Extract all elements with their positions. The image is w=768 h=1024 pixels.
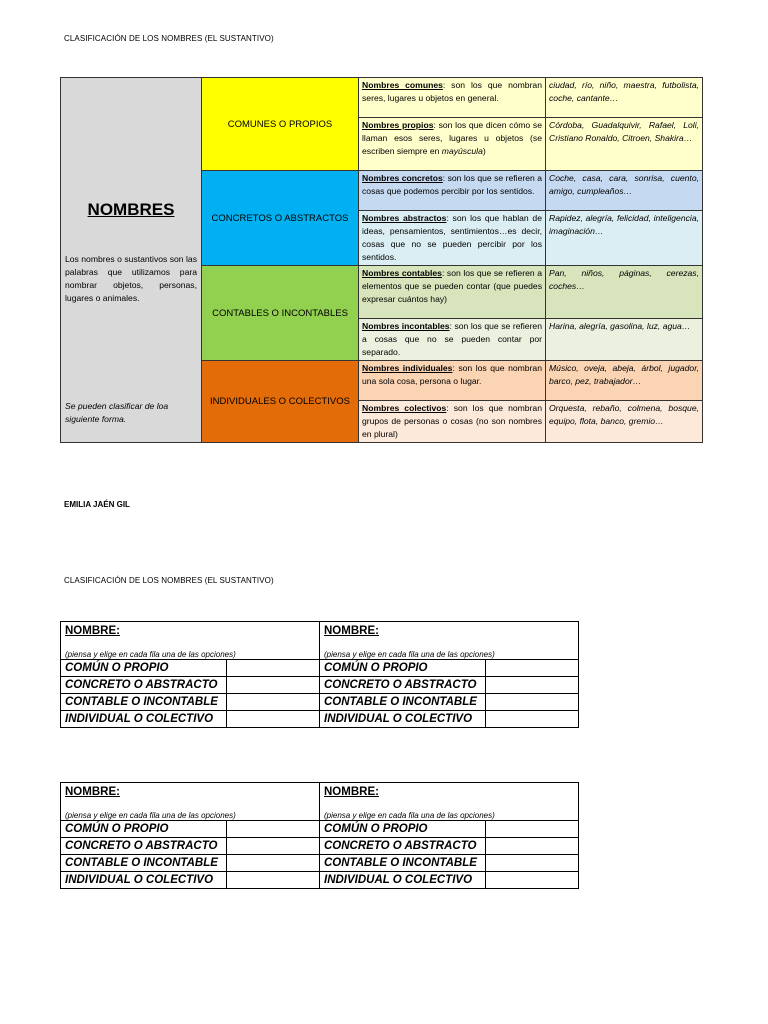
nombre-cell[interactable] — [61, 622, 320, 660]
definition-text: ) — [482, 146, 486, 156]
nombre-cell[interactable] — [61, 783, 320, 821]
term: Nombres colectivos — [362, 403, 447, 413]
option-label: CONCRETO O ABSTRACTO — [320, 677, 486, 694]
nombres-description: Los nombres o sustantivos son las palabras que utilizamos para nombrar objetos, personas, lugares o animales. — [65, 254, 197, 303]
worksheet-table-1 — [60, 621, 579, 728]
definition-text: : son los que nombran grupos de personas o cosas (no son nombres en plural) — [362, 403, 542, 439]
worksheet-table-2 — [60, 782, 579, 889]
document-header-2: CLASIFICACIÓN DE LOS NOMBRES (EL SUSTANTIVO) — [64, 576, 274, 585]
nombres-title: NOMBRES — [87, 200, 175, 219]
example-cell: Pan, niños, páginas, cerezas, coches… — [546, 266, 703, 319]
definition-cell — [359, 118, 546, 171]
option-label: CONTABLE O INCONTABLE — [61, 855, 227, 872]
definition-cell — [359, 319, 546, 361]
definition-text: : son los que se refieren a cosas que no se pueden contar por separado. — [362, 321, 542, 357]
hint-text: (piensa y elige en cada fila una de las opciones) — [65, 650, 236, 659]
option-label: INDIVIDUAL O COLECTIVO — [320, 872, 486, 889]
answer-cell[interactable] — [486, 855, 579, 872]
category-individuales: INDIVIDUALES O COLECTIVOS — [202, 361, 359, 443]
option-label: COMÚN O PROPIO — [320, 821, 486, 838]
term: Nombres incontables — [362, 321, 450, 331]
hint-text: (piensa y elige en cada fila una de las opciones) — [324, 811, 495, 820]
answer-cell[interactable] — [486, 711, 579, 728]
answer-cell[interactable] — [227, 677, 320, 694]
category-comunes: COMUNES O PROPIOS — [202, 78, 359, 171]
definition-text: : son los que nombran seres, lugares u objetos en general. — [362, 80, 542, 103]
nombre-label: NOMBRE: — [65, 786, 120, 798]
term: Nombres concretos — [362, 173, 443, 183]
hint-text: (piensa y elige en cada fila una de las opciones) — [324, 650, 495, 659]
example-cell: Coche, casa, cara, sonrisa, cuento, amigo, cumpleaños… — [546, 171, 703, 211]
term: Nombres comunes — [362, 80, 443, 90]
answer-cell[interactable] — [227, 872, 320, 889]
nombre-label: NOMBRE: — [65, 625, 120, 637]
answer-cell[interactable] — [227, 838, 320, 855]
example-cell: ciudad, río, niño, maestra, futbolista, coche, cantante… — [546, 78, 703, 118]
nombres-cell — [61, 78, 202, 443]
term: Nombres individuales — [362, 363, 453, 373]
hint-text: (piensa y elige en cada fila una de las opciones) — [65, 811, 236, 820]
answer-cell[interactable] — [227, 821, 320, 838]
nombre-cell[interactable] — [320, 783, 579, 821]
author-name: EMILIA JAÉN GIL — [64, 500, 130, 509]
answer-cell[interactable] — [227, 660, 320, 677]
answer-cell[interactable] — [486, 677, 579, 694]
option-label: CONTABLE O INCONTABLE — [61, 694, 227, 711]
answer-cell[interactable] — [486, 660, 579, 677]
term: Nombres propios — [362, 120, 434, 130]
option-label: INDIVIDUAL O COLECTIVO — [320, 711, 486, 728]
option-label: CONTABLE O INCONTABLE — [320, 694, 486, 711]
answer-cell[interactable] — [486, 838, 579, 855]
category-contables: CONTABLES O INCONTABLES — [202, 266, 359, 361]
option-label: CONCRETO O ABSTRACTO — [61, 838, 227, 855]
definition-cell — [359, 266, 546, 319]
option-label: COMÚN O PROPIO — [320, 660, 486, 677]
definition-text: : son los que dicen cómo se llaman esos seres, lugares u objetos (se escriben siempre en — [362, 120, 542, 156]
nombre-cell[interactable] — [320, 622, 579, 660]
answer-cell[interactable] — [486, 821, 579, 838]
example-cell: Orquesta, rebaño, colmena, bosque, equipo, flota, banco, gremio… — [546, 401, 703, 443]
definition-text: : son los que se refieren a elementos que se pueden contar (que puedes expresar cuántos hay) — [362, 268, 542, 304]
answer-cell[interactable] — [486, 872, 579, 889]
definition-text: : son los que nombran una sola cosa, persona o lugar. — [362, 363, 542, 386]
category-concretos: CONCRETOS O ABSTRACTOS — [202, 171, 359, 266]
nombre-label: NOMBRE: — [324, 625, 379, 637]
definition-text: : son los que se refieren a cosas que podemos percibir por los sentidos. — [362, 173, 542, 196]
definition-cell — [359, 401, 546, 443]
example-cell: Córdoba, Guadalquivir, Rafael, Loli, Cristiano Ronaldo, Citroen, Shakira… — [546, 118, 703, 171]
term: Nombres abstractos — [362, 213, 447, 223]
answer-cell[interactable] — [227, 855, 320, 872]
definition-emphasis: mayúscula — [441, 146, 483, 156]
nombre-label: NOMBRE: — [324, 786, 379, 798]
definition-cell — [359, 361, 546, 401]
option-label: INDIVIDUAL O COLECTIVO — [61, 872, 227, 889]
option-label: CONCRETO O ABSTRACTO — [61, 677, 227, 694]
definition-cell — [359, 211, 546, 266]
classification-table — [60, 77, 703, 443]
answer-cell[interactable] — [227, 711, 320, 728]
answer-cell[interactable] — [227, 694, 320, 711]
document-header: CLASIFICACIÓN DE LOS NOMBRES (EL SUSTANTIVO) — [64, 34, 274, 43]
option-label: COMÚN O PROPIO — [61, 821, 227, 838]
term: Nombres contables — [362, 268, 442, 278]
definition-cell — [359, 78, 546, 118]
option-label: INDIVIDUAL O COLECTIVO — [61, 711, 227, 728]
option-label: CONTABLE O INCONTABLE — [320, 855, 486, 872]
option-label: COMÚN O PROPIO — [61, 660, 227, 677]
example-cell: Músico, oveja, abeja, árbol, jugador, barco, pez, trabajador… — [546, 361, 703, 401]
definition-cell — [359, 171, 546, 211]
option-label: CONCRETO O ABSTRACTO — [320, 838, 486, 855]
example-cell: Harina, alegría, gasolina, luz, agua… — [546, 319, 703, 361]
nombres-footer: Se pueden clasificar de loa siguiente forma. — [65, 401, 169, 424]
example-cell: Rapidez, alegría, felicidad, inteligencia, imaginación… — [546, 211, 703, 266]
answer-cell[interactable] — [486, 694, 579, 711]
definition-text: : son los que hablan de ideas, pensamientos, sentimientos…es decir, cosas que no se pueden percibir por los sentidos. — [362, 213, 542, 262]
